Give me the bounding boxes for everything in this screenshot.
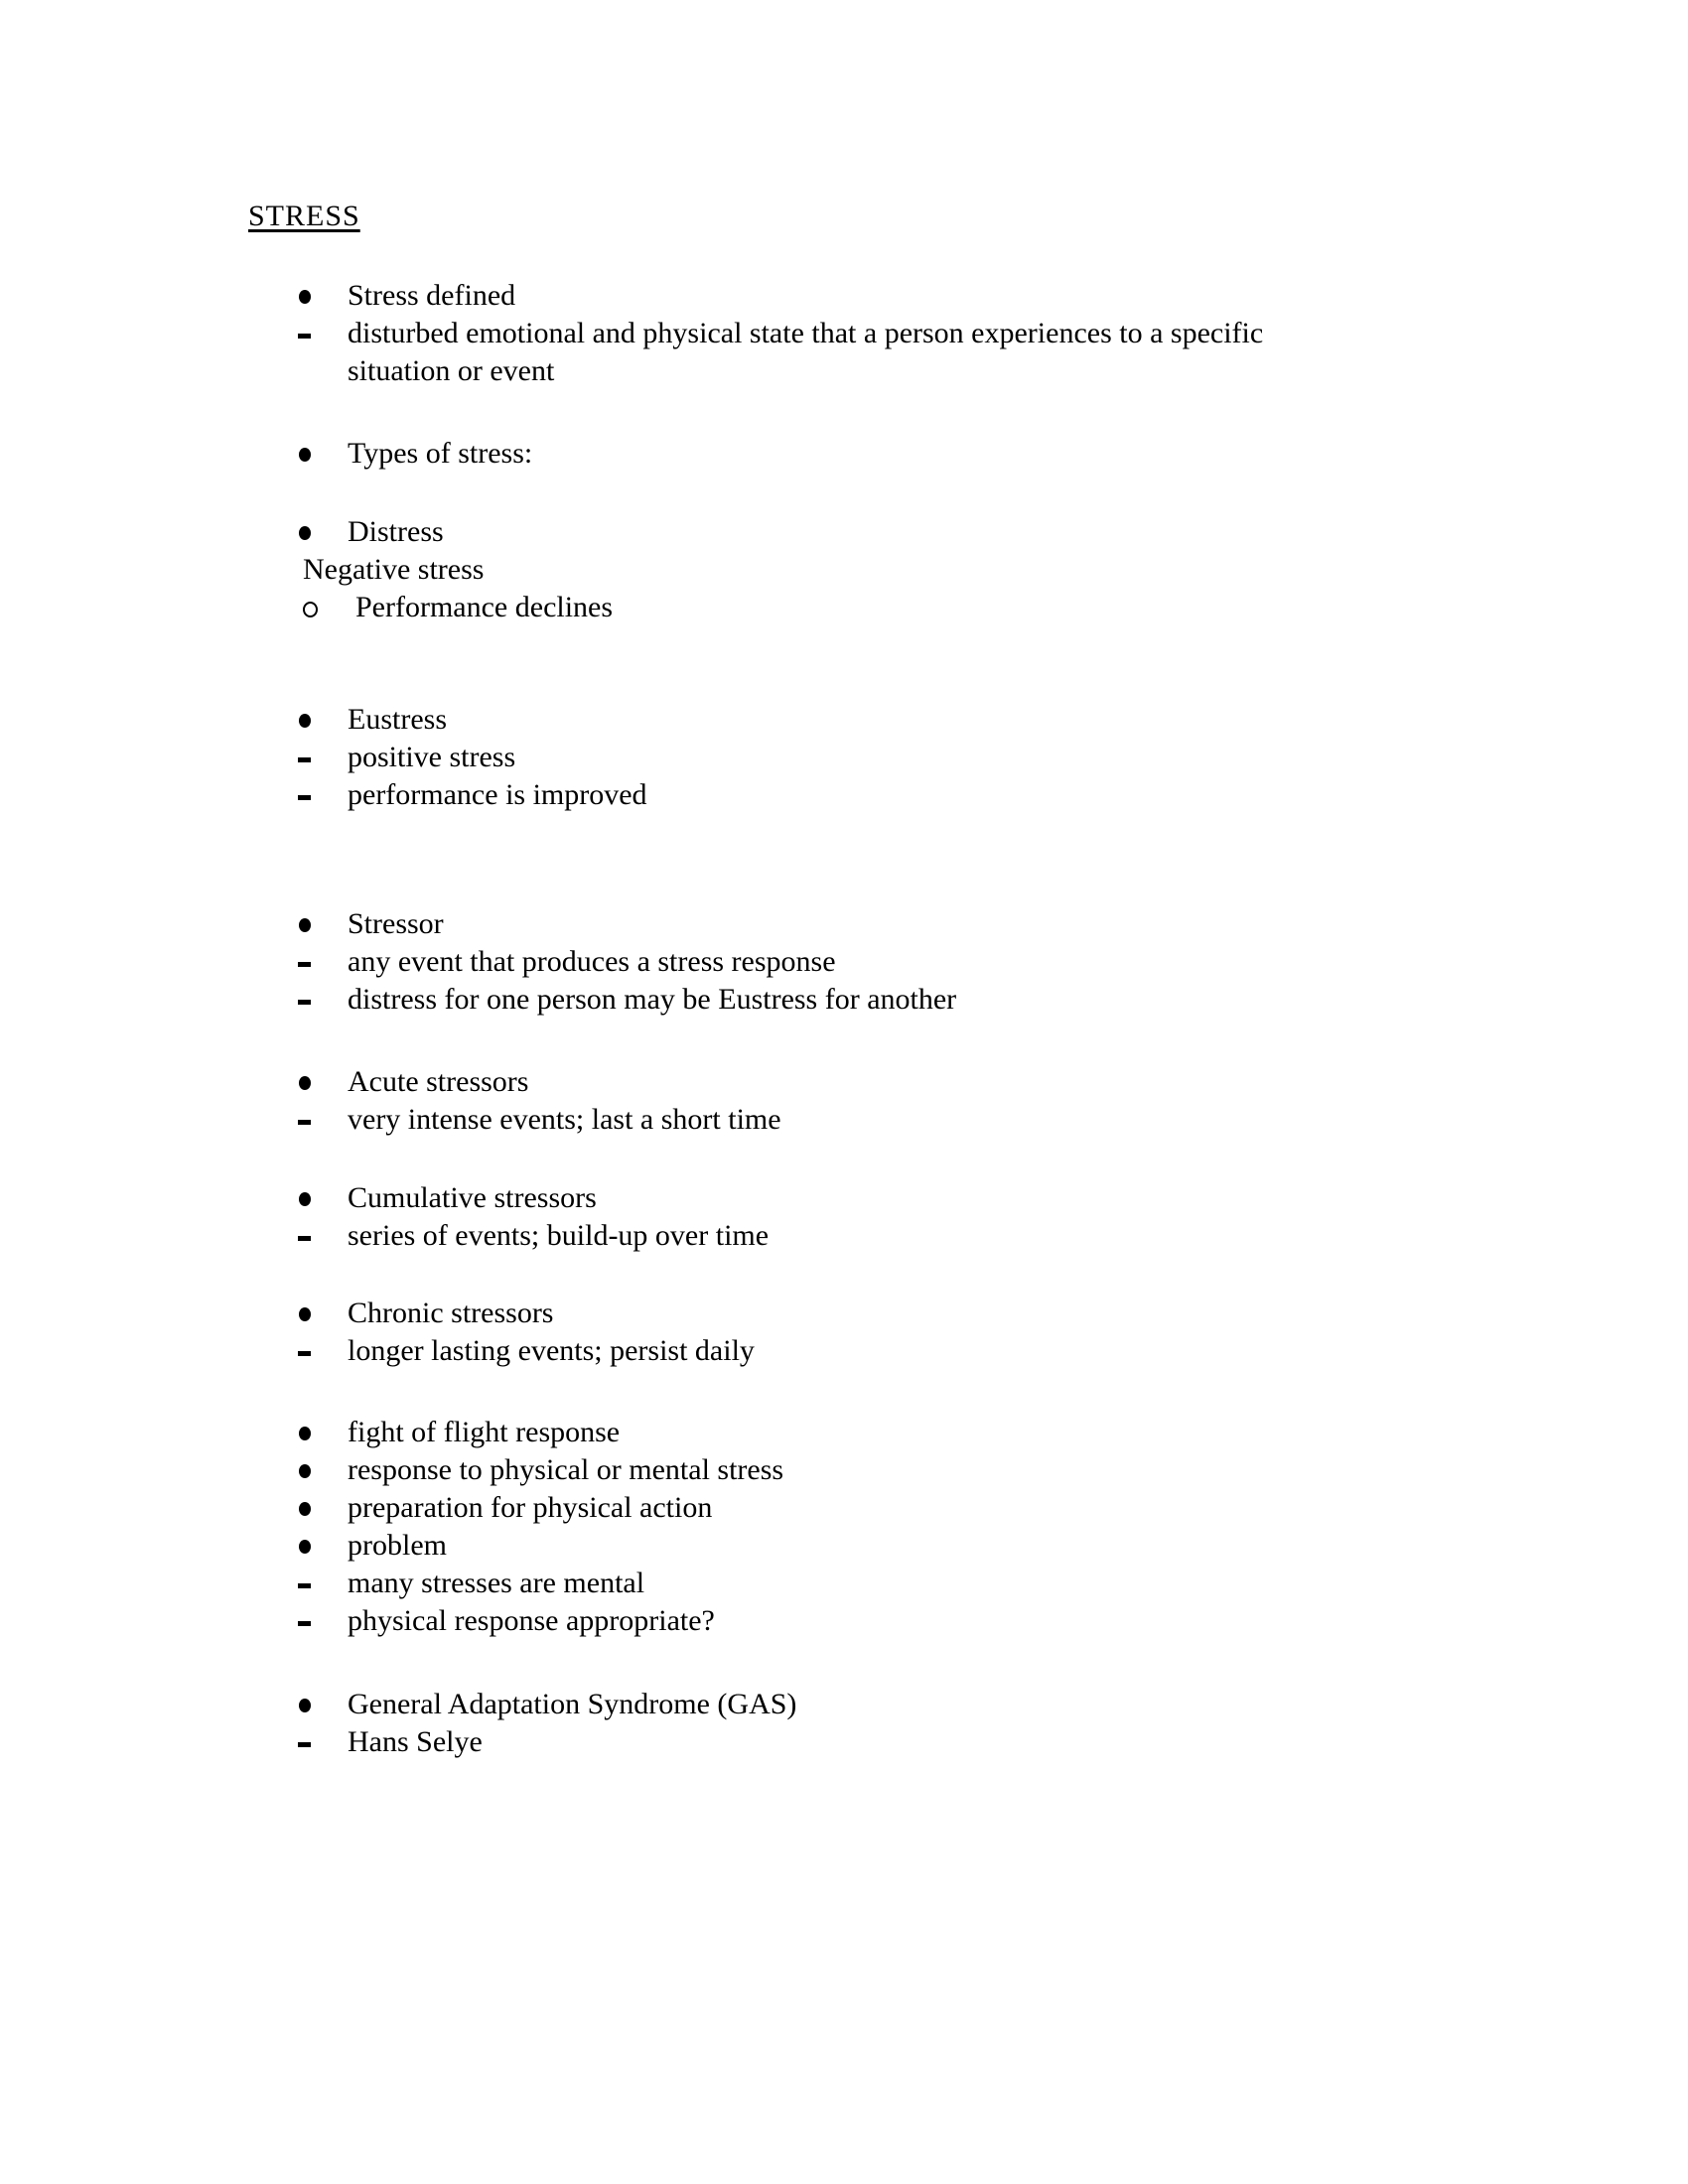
list-item — [298, 435, 1370, 473]
list-item-text: Types of stress: — [348, 437, 533, 470]
list-item — [298, 1723, 1370, 1761]
bullet-icon — [299, 1307, 311, 1321]
list-item — [298, 589, 1370, 626]
list-item-text: physical response appropriate? — [348, 1604, 715, 1637]
list-item — [298, 905, 1370, 943]
bullet-icon — [299, 1540, 311, 1554]
list-item — [298, 1686, 1370, 1723]
list-group — [298, 905, 1390, 1019]
dash-icon — [298, 1000, 311, 1005]
list-group — [298, 277, 1390, 390]
list-item-text: positive stress — [348, 741, 516, 773]
bullet-icon — [299, 1076, 311, 1090]
list-item-text: very intense events; last a short time — [348, 1103, 781, 1136]
list-item — [298, 1489, 1370, 1527]
list-item — [298, 1451, 1370, 1489]
list-item — [298, 1063, 1370, 1101]
bullet-icon — [299, 1427, 311, 1440]
dash-icon — [298, 1621, 311, 1626]
list-item — [298, 943, 1370, 981]
list-item-text: Negative stress — [303, 553, 485, 586]
list-item-text: General Adaptation Syndrome (GAS) — [348, 1688, 797, 1720]
list-item-text: disturbed emotional and physical state that a person experiences to a specific situation or event — [348, 317, 1264, 387]
dash-icon — [298, 1236, 311, 1241]
list-item-text: longer lasting events; persist daily — [348, 1334, 755, 1367]
list-item-text: performance is improved — [348, 778, 647, 811]
list-group — [298, 1414, 1390, 1640]
list-item — [298, 1295, 1370, 1332]
bullet-list — [298, 277, 1390, 1761]
circle-icon — [303, 602, 318, 617]
list-item — [298, 1217, 1370, 1255]
bullet-icon — [299, 714, 311, 728]
list-item — [298, 739, 1370, 776]
list-item — [298, 1179, 1370, 1217]
list-group — [298, 435, 1390, 473]
list-item — [298, 1101, 1370, 1139]
list-group — [298, 1295, 1390, 1370]
dash-icon — [298, 757, 311, 762]
page-title: STRESS — [248, 200, 360, 232]
list-item-text: any event that produces a stress response — [348, 945, 836, 978]
list-item-text: response to physical or mental stress — [348, 1453, 784, 1486]
list-item-text: problem — [348, 1529, 447, 1562]
list-item — [298, 315, 1370, 390]
list-group — [298, 1063, 1390, 1139]
list-item-text: Chronic stressors — [348, 1297, 554, 1329]
list-item-text: distress for one person may be Eustress for another — [348, 983, 957, 1016]
bullet-icon — [299, 1502, 311, 1516]
dash-icon — [298, 1742, 311, 1747]
list-item — [298, 981, 1370, 1019]
list-group — [298, 1686, 1390, 1761]
list-group — [298, 701, 1390, 814]
list-item — [298, 776, 1370, 814]
list-item-text: many stresses are mental — [348, 1567, 645, 1599]
dash-icon — [298, 1583, 311, 1588]
list-item-text: fight of flight response — [348, 1416, 621, 1448]
dash-icon — [298, 795, 311, 800]
list-item — [298, 1602, 1370, 1640]
list-item-text: preparation for physical action — [348, 1491, 713, 1524]
bullet-icon — [299, 1192, 311, 1206]
list-group — [298, 513, 1390, 626]
list-item — [298, 1565, 1370, 1602]
bullet-icon — [299, 290, 311, 304]
bullet-icon — [299, 448, 311, 462]
list-item-text: Performance declines — [355, 591, 614, 623]
list-item — [298, 277, 1370, 315]
list-item-text: Hans Selye — [348, 1725, 483, 1758]
dash-icon — [298, 1351, 311, 1356]
list-group — [298, 1179, 1390, 1255]
bullet-icon — [299, 1464, 311, 1478]
dash-icon — [298, 962, 311, 967]
list-item — [298, 513, 1370, 551]
dash-icon — [298, 1120, 311, 1125]
list-item — [298, 551, 1370, 589]
list-item — [298, 701, 1370, 739]
list-item-text: Stressor — [348, 907, 444, 940]
list-item-text: Stress defined — [348, 279, 516, 312]
dash-icon — [298, 334, 311, 339]
list-item — [298, 1332, 1370, 1370]
bullet-icon — [299, 526, 311, 540]
list-item-text: Cumulative stressors — [348, 1181, 597, 1214]
bullet-icon — [299, 1699, 311, 1712]
list-item-text: Acute stressors — [348, 1065, 529, 1098]
bullet-icon — [299, 918, 311, 932]
list-item — [298, 1527, 1370, 1565]
list-item-text: series of events; build-up over time — [348, 1219, 770, 1252]
list-item — [298, 1414, 1370, 1451]
list-item-text: Distress — [348, 515, 444, 548]
list-item-text: Eustress — [348, 703, 447, 736]
